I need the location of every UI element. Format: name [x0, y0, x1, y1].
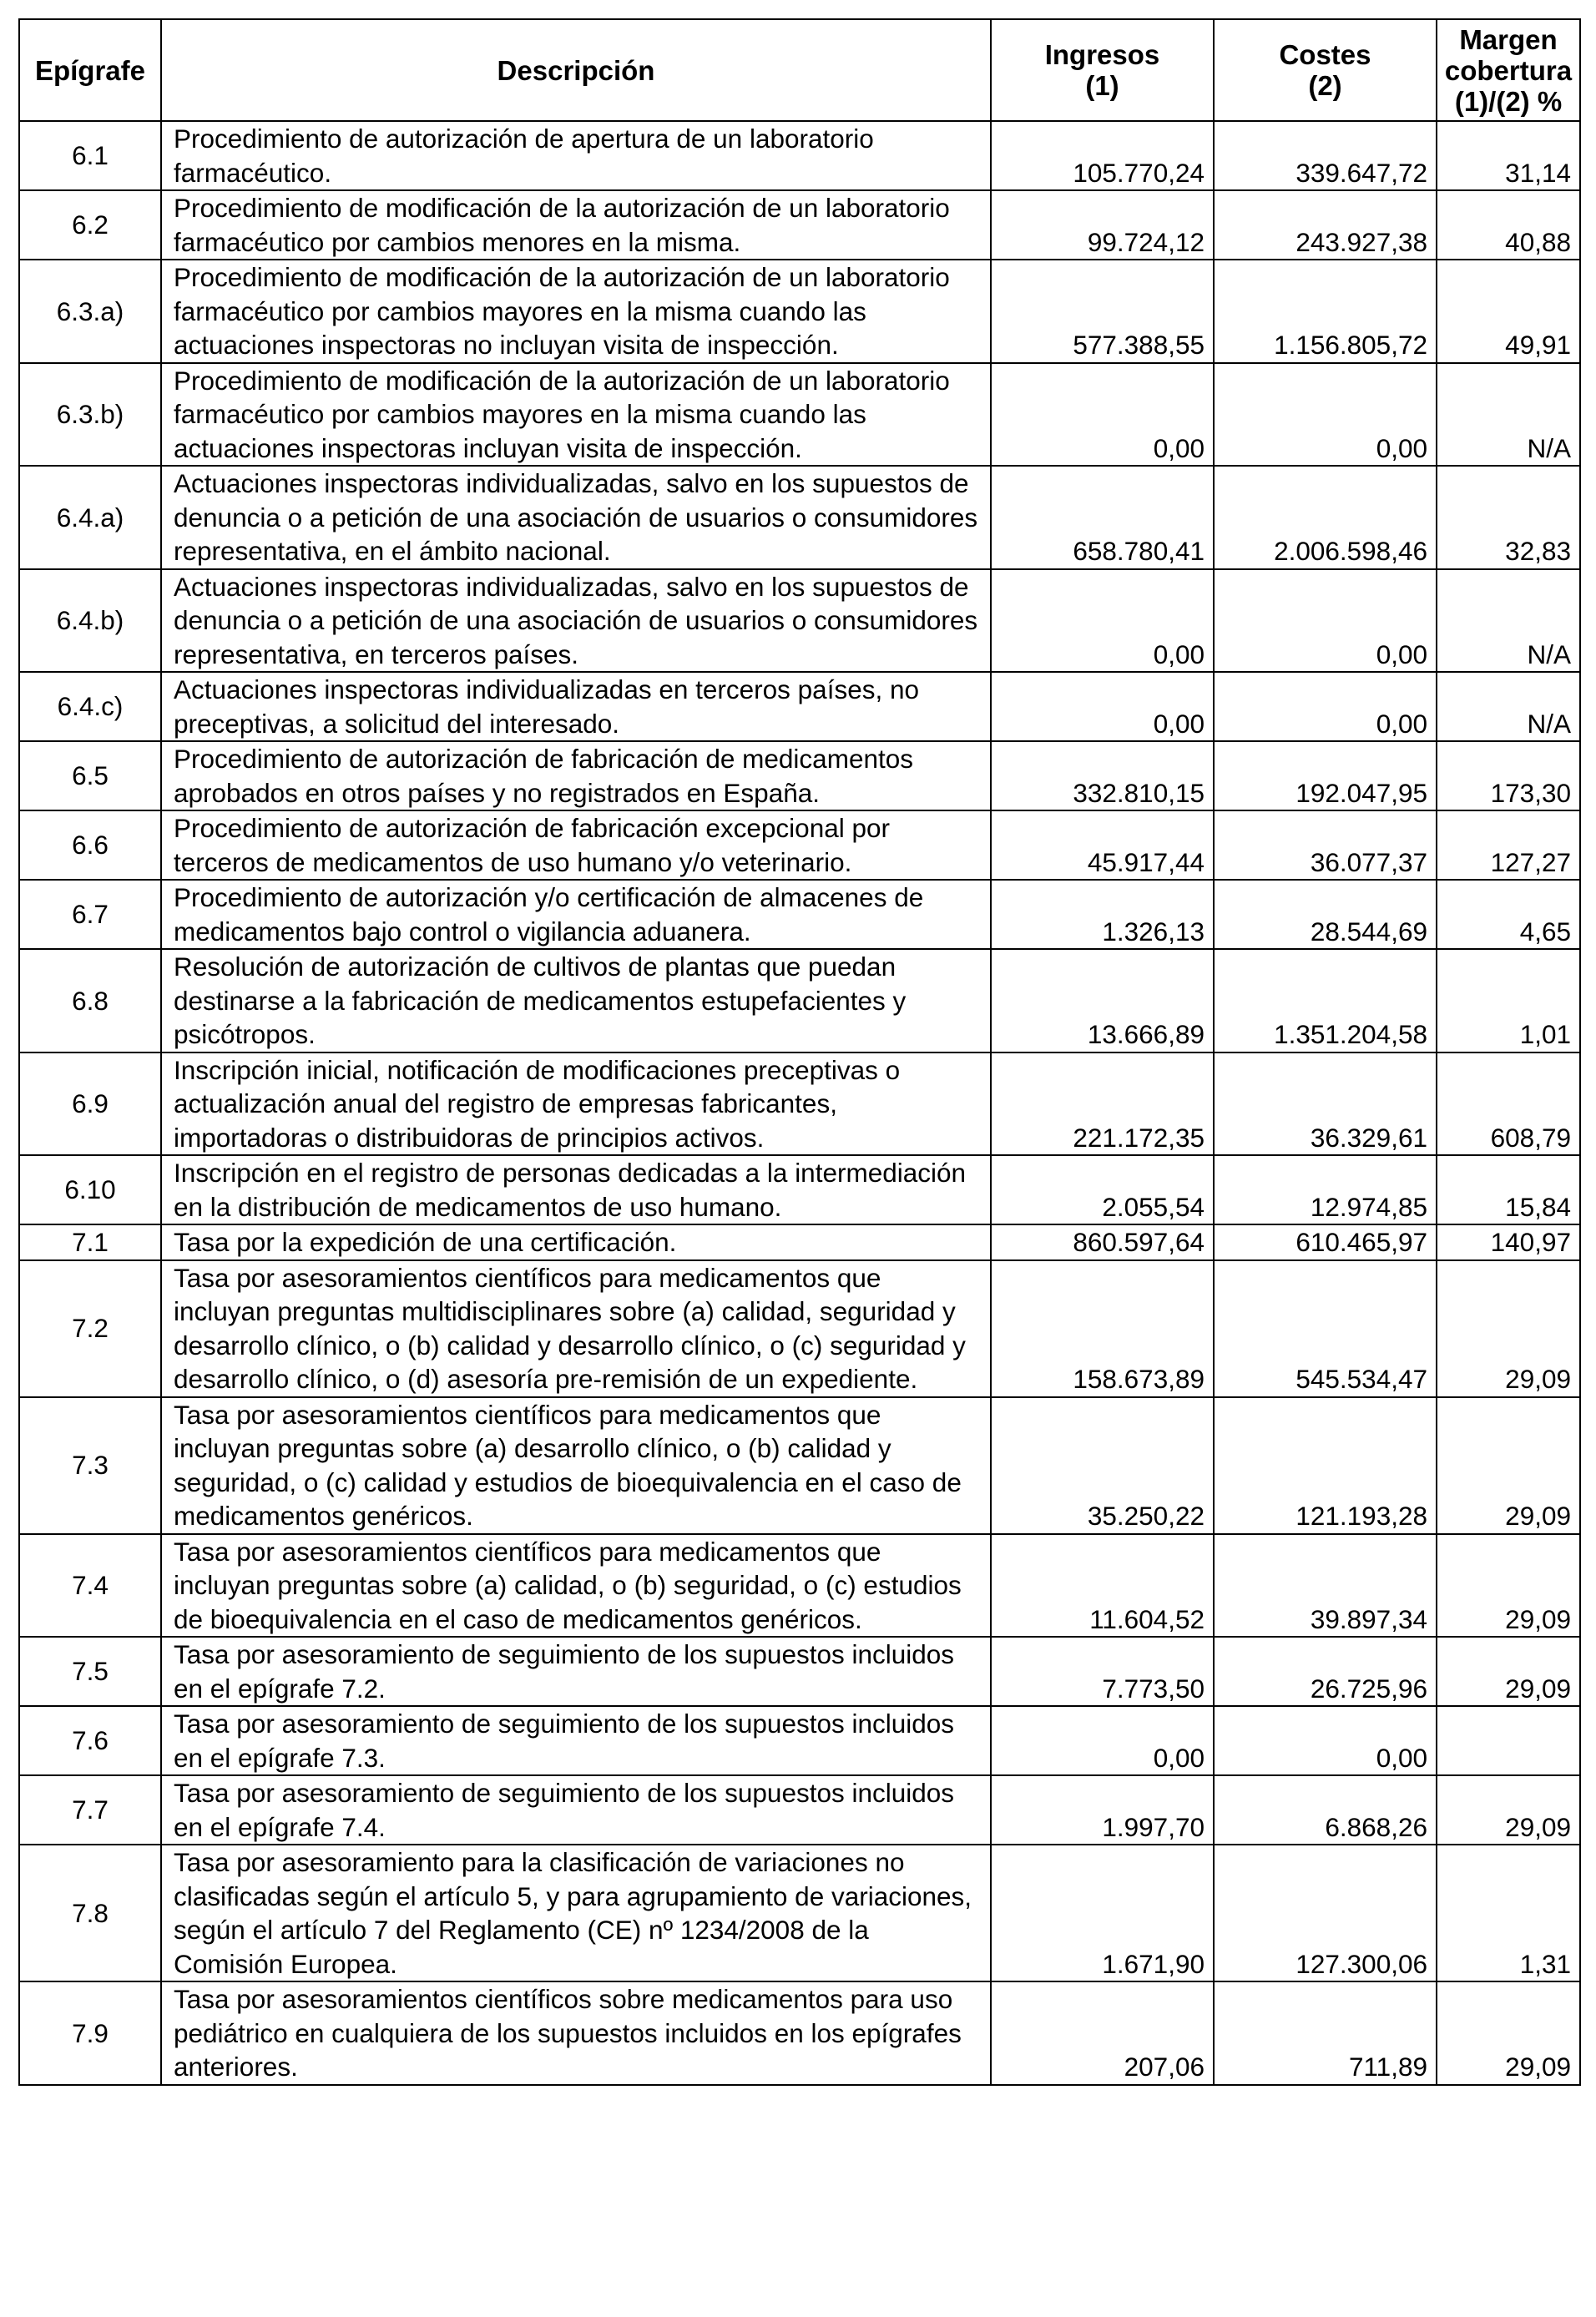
row-margin: [1437, 880, 1580, 949]
table-row: [19, 672, 1580, 741]
row-code-text: 7.9: [72, 2017, 109, 2048]
row-description-text: Tasa por asesoramiento de seguimiento de los supuestos incluidos en el epígrafe 7.2.: [174, 1639, 955, 1704]
row-margin: [1437, 1775, 1580, 1845]
row-income: [991, 672, 1214, 741]
row-code: [19, 1155, 161, 1224]
table-row: [19, 260, 1580, 363]
row-income: [991, 466, 1214, 569]
row-margin-text: 29,09: [1505, 2052, 1571, 2082]
row-margin: [1437, 569, 1580, 673]
row-margin-text: 4,65: [1519, 916, 1571, 946]
row-margin-text: 29,09: [1505, 1501, 1571, 1531]
row-code-text: 6.10: [64, 1174, 116, 1205]
row-margin: [1437, 810, 1580, 880]
row-margin: [1437, 1260, 1580, 1397]
row-code-text: 6.3.b): [56, 399, 124, 429]
row-code-text: 7.8: [72, 1897, 109, 1928]
row-code-text: 7.7: [72, 1795, 109, 1825]
row-code-text: 7.5: [72, 1656, 109, 1687]
row-margin: [1437, 672, 1580, 741]
row-description: [161, 569, 991, 673]
header-costs-index: (2): [1308, 70, 1342, 101]
table-row: [19, 1775, 1580, 1845]
row-code: [19, 672, 161, 741]
row-income-text: 105.770,24: [1073, 157, 1205, 188]
row-costs: [1214, 569, 1437, 673]
row-income: [991, 949, 1214, 1052]
row-description-text: Procedimiento de autorización de fabricación de medicamentos aprobados en otros países y no registrados en España.: [174, 744, 913, 808]
row-costs: [1214, 1155, 1437, 1224]
row-margin-text: 40,88: [1505, 226, 1571, 257]
row-costs-text: 0,00: [1376, 432, 1427, 463]
row-income: [991, 1224, 1214, 1260]
row-costs-text: 192.047,95: [1295, 777, 1427, 808]
row-income-text: 1.671,90: [1102, 1948, 1205, 1979]
table-row: [19, 1637, 1580, 1706]
row-costs-text: 127.300,06: [1295, 1948, 1427, 1979]
row-income-text: 2.055,54: [1102, 1191, 1205, 1222]
row-margin: [1437, 1397, 1580, 1534]
row-income: [991, 1534, 1214, 1638]
row-income-text: 0,00: [1153, 432, 1205, 463]
header-margin-label: Margen: [1459, 23, 1558, 55]
row-description-text: Procedimiento de autorización y/o certificación de almacenes de medicamentos bajo control o vigilancia aduanera.: [174, 882, 924, 946]
row-code: [19, 1260, 161, 1397]
row-margin-text: 173,30: [1490, 777, 1571, 808]
row-description-text: Resolución de autorización de cultivos de plantas que puedan destinarse a la fabricación de medicamentos estupefacientes y psicótropos.: [174, 952, 907, 1049]
row-costs: [1214, 1534, 1437, 1638]
row-costs: [1214, 190, 1437, 260]
table-body: [19, 121, 1580, 2085]
row-description-text: Inscripción inicial, notificación de modificaciones preceptivas o actualización anual del registro de empresas fabricantes, importadoras o distribuidoras de principios activos.: [174, 1054, 901, 1153]
row-description: [161, 810, 991, 880]
row-income-text: 7.773,50: [1102, 1673, 1205, 1704]
row-costs: [1214, 1637, 1437, 1706]
row-income-text: 99.724,12: [1087, 226, 1205, 257]
row-code-text: 6.4.c): [57, 691, 124, 722]
header-description: [161, 19, 991, 121]
row-costs: [1214, 1052, 1437, 1156]
row-income-text: 0,00: [1153, 639, 1205, 669]
row-costs: [1214, 1775, 1437, 1845]
row-description: [161, 1260, 991, 1397]
row-description-text: Tasa por asesoramiento para la clasificación de variaciones no clasificadas según el artículo 5, y para agrupamiento de variaciones, según el artículo 7 del Reglamento (CE) nº 1234/2008 de la Comisión Europea.: [174, 1847, 972, 1979]
row-description: [161, 190, 991, 260]
row-income-text: 860.597,64: [1073, 1227, 1205, 1257]
row-income: [991, 121, 1214, 190]
row-income: [991, 1155, 1214, 1224]
row-costs: [1214, 121, 1437, 190]
table-row: [19, 1397, 1580, 1534]
row-description-text: Actuaciones inspectoras individualizadas en terceros países, no preceptivas, a solicitud del interesado.: [174, 674, 920, 739]
row-code: [19, 949, 161, 1052]
header-costs: [1214, 19, 1437, 121]
row-code-text: 7.6: [72, 1725, 109, 1756]
row-margin: [1437, 1052, 1580, 1156]
row-income-text: 1.997,70: [1102, 1811, 1205, 1842]
row-income: [991, 1981, 1214, 2085]
row-description-text: Tasa por asesoramiento de seguimiento de los supuestos incluidos en el epígrafe 7.3.: [174, 1709, 955, 1773]
header-costs-label: Costes: [1279, 39, 1371, 70]
row-description-text: Tasa por asesoramientos científicos para medicamentos que incluyan preguntas multidisciplinares sobre (a) calidad, seguridad y desarrollo clínico, o (b) calidad y desarrollo clínico, o (c) seguridad y desarrollo clínico, o (d) asesoría pre-remisión de un expediente.: [174, 1262, 966, 1394]
row-code-text: 6.9: [72, 1088, 109, 1118]
row-costs-text: 545.534,47: [1295, 1364, 1427, 1394]
row-code-text: 6.8: [72, 985, 109, 1016]
row-description: [161, 121, 991, 190]
header-code: [19, 19, 161, 121]
row-code-text: 6.2: [72, 209, 109, 240]
table-row: [19, 810, 1580, 880]
row-code-text: 6.7: [72, 899, 109, 930]
row-income: [991, 810, 1214, 880]
table-row: [19, 741, 1580, 810]
row-income: [991, 1775, 1214, 1845]
row-code: [19, 363, 161, 467]
row-description: [161, 672, 991, 741]
row-margin-text: 140,97: [1490, 1227, 1571, 1257]
row-margin: [1437, 1155, 1580, 1224]
row-margin-text: 127,27: [1490, 846, 1571, 877]
header-row: [19, 19, 1580, 121]
row-costs: [1214, 810, 1437, 880]
row-description: [161, 363, 991, 467]
row-margin: [1437, 190, 1580, 260]
row-income-text: 332.810,15: [1073, 777, 1205, 808]
row-margin-text: 29,09: [1505, 1603, 1571, 1634]
row-costs: [1214, 1981, 1437, 2085]
header-margin-formula: (1)/(2) %: [1454, 85, 1563, 117]
row-costs-text: 339.647,72: [1295, 157, 1427, 188]
row-income-text: 35.250,22: [1087, 1501, 1205, 1531]
row-code-text: 6.3.a): [56, 295, 124, 326]
row-margin: [1437, 1637, 1580, 1706]
row-costs: [1214, 363, 1437, 467]
row-costs: [1214, 880, 1437, 949]
row-code: [19, 1397, 161, 1534]
row-costs-text: 1.351.204,58: [1274, 1019, 1427, 1049]
row-code: [19, 1052, 161, 1156]
row-description-text: Tasa por asesoramientos científicos para medicamentos que incluyan preguntas sobre (a) calidad, o (b) seguridad, o (c) estudios de bioequivalencia en el caso de medicamentos genéricos.: [174, 1536, 962, 1634]
header-description-label: Descripción: [497, 54, 655, 86]
row-costs-text: 6.868,26: [1325, 1811, 1427, 1842]
row-income-text: 207,06: [1124, 2052, 1205, 2082]
row-code: [19, 1775, 161, 1845]
row-margin-text: 608,79: [1490, 1122, 1571, 1153]
row-margin-text: N/A: [1527, 708, 1571, 739]
row-description: [161, 1155, 991, 1224]
row-description-text: Procedimiento de modificación de la autorización de un laboratorio farmacéutico por cambios mayores en la misma cuando las actuaciones inspectoras incluyan visita de inspección.: [174, 365, 950, 463]
row-code: [19, 810, 161, 880]
row-costs: [1214, 1224, 1437, 1260]
row-margin: [1437, 1706, 1580, 1775]
row-code-text: 7.3: [72, 1450, 109, 1481]
row-code: [19, 190, 161, 260]
row-description-text: Procedimiento de autorización de apertura de un laboratorio farmacéutico.: [174, 124, 874, 188]
row-description: [161, 1397, 991, 1534]
row-margin: [1437, 260, 1580, 363]
row-code-text: 6.4.a): [56, 502, 124, 533]
row-description-text: Actuaciones inspectoras individualizadas, salvo en los supuestos de denuncia o a petición de una asociación de usuarios o consumidores representativa, en terceros países.: [174, 571, 978, 669]
row-description: [161, 880, 991, 949]
row-income-text: 0,00: [1153, 1742, 1205, 1773]
row-margin-text: N/A: [1527, 639, 1571, 669]
header-margin-label-2: cobertura: [1444, 54, 1573, 86]
row-income-text: 158.673,89: [1073, 1364, 1205, 1394]
row-margin: [1437, 121, 1580, 190]
row-costs-text: 26.725,96: [1310, 1673, 1427, 1704]
row-code-text: 6.6: [72, 830, 109, 861]
header-code-label: Epígrafe: [34, 54, 146, 86]
row-description: [161, 949, 991, 1052]
row-code: [19, 1224, 161, 1260]
row-margin-text: 15,84: [1505, 1191, 1571, 1222]
row-income: [991, 260, 1214, 363]
row-income: [991, 1845, 1214, 1981]
row-income: [991, 741, 1214, 810]
row-costs: [1214, 672, 1437, 741]
header-income-index: (1): [1085, 70, 1119, 101]
row-costs-text: 711,89: [1348, 2052, 1427, 2082]
row-costs-text: 39.897,34: [1310, 1603, 1427, 1634]
row-costs-text: 610.465,97: [1295, 1227, 1427, 1257]
row-costs-text: 0,00: [1376, 639, 1427, 669]
table-row: [19, 466, 1580, 569]
row-income: [991, 1637, 1214, 1706]
row-code: [19, 1637, 161, 1706]
row-description-text: Tasa por asesoramientos científicos para medicamentos que incluyan preguntas sobre (a) desarrollo clínico, o (b) calidad y seguridad, o (c) calidad y estudios de bioequivalencia en el caso de medicamentos genéricos.: [174, 1399, 962, 1531]
row-code-text: 7.4: [72, 1570, 109, 1600]
row-code-text: 6.4.b): [56, 605, 124, 635]
row-code: [19, 1534, 161, 1638]
row-description-text: Tasa por asesoramientos científicos sobre medicamentos para uso pediátrico en cualquiera de los supuestos incluidos en los epígrafes anteriores.: [174, 1984, 962, 2082]
row-description-text: Procedimiento de modificación de la autorización de un laboratorio farmacéutico por cambios menores en la misma.: [174, 193, 950, 257]
row-description: [161, 1775, 991, 1845]
row-margin-text: 29,09: [1505, 1673, 1571, 1704]
row-income: [991, 1052, 1214, 1156]
row-income-text: 577.388,55: [1073, 330, 1205, 360]
row-costs-text: 36.077,37: [1310, 846, 1427, 877]
row-costs-text: 243.927,38: [1295, 226, 1427, 257]
row-costs: [1214, 1397, 1437, 1534]
row-margin: [1437, 466, 1580, 569]
row-margin: [1437, 1981, 1580, 2085]
row-margin: [1437, 741, 1580, 810]
header-income: [991, 19, 1214, 121]
row-description: [161, 466, 991, 569]
row-income-text: 45.917,44: [1087, 846, 1205, 877]
row-code: [19, 1845, 161, 1981]
row-income: [991, 1706, 1214, 1775]
row-costs-text: 28.544,69: [1310, 916, 1427, 946]
row-description-text: Tasa por asesoramiento de seguimiento de los supuestos incluidos en el epígrafe 7.4.: [174, 1778, 955, 1842]
row-margin-text: 49,91: [1505, 330, 1571, 360]
table-row: [19, 1260, 1580, 1397]
row-description: [161, 1845, 991, 1981]
row-description-text: Procedimiento de modificación de la autorización de un laboratorio farmacéutico por cambios mayores en la misma cuando las actuaciones inspectoras no incluyan visita de inspección.: [174, 262, 950, 360]
row-code: [19, 121, 161, 190]
table-row: [19, 1981, 1580, 2085]
row-income-text: 11.604,52: [1089, 1603, 1205, 1634]
row-income: [991, 363, 1214, 467]
row-code-text: 6.5: [72, 760, 109, 791]
table-row: [19, 190, 1580, 260]
row-income-text: 1.326,13: [1102, 916, 1205, 946]
row-costs: [1214, 466, 1437, 569]
row-costs: [1214, 1260, 1437, 1397]
table-row: [19, 1224, 1580, 1260]
row-description: [161, 260, 991, 363]
row-income: [991, 1260, 1214, 1397]
row-costs: [1214, 1706, 1437, 1775]
row-costs-text: 121.193,28: [1295, 1501, 1427, 1531]
row-margin: [1437, 1534, 1580, 1638]
row-margin-text: 31,14: [1505, 157, 1571, 188]
row-description: [161, 1534, 991, 1638]
table-row: [19, 1845, 1580, 1981]
row-margin: [1437, 1224, 1580, 1260]
row-margin-text: 1,31: [1519, 1948, 1571, 1979]
row-margin-text: N/A: [1527, 432, 1571, 463]
row-description-text: Inscripción en el registro de personas dedicadas a la intermediación en la distribución de medicamentos de uso humano.: [174, 1158, 967, 1222]
row-income-text: 13.666,89: [1087, 1019, 1205, 1049]
table-row: [19, 1052, 1580, 1156]
row-code-text: 6.1: [72, 140, 109, 171]
row-costs: [1214, 1845, 1437, 1981]
table-row: [19, 569, 1580, 673]
row-margin-text: 1,01: [1519, 1019, 1571, 1049]
row-costs-text: 12.974,85: [1310, 1191, 1427, 1222]
row-code-text: 7.2: [72, 1313, 109, 1344]
row-code: [19, 741, 161, 810]
table-row: [19, 1155, 1580, 1224]
row-costs-text: 1.156.805,72: [1274, 330, 1427, 360]
header-income-label: Ingresos: [1044, 39, 1160, 70]
row-description-text: Actuaciones inspectoras individualizadas, salvo en los supuestos de denuncia o a petición de una asociación de usuarios o consumidores representativa, en el ámbito nacional.: [174, 468, 978, 566]
row-code: [19, 466, 161, 569]
table-row: [19, 949, 1580, 1052]
row-code-text: 7.1: [72, 1227, 109, 1257]
row-costs-text: 0,00: [1376, 708, 1427, 739]
row-description: [161, 1706, 991, 1775]
row-margin: [1437, 1845, 1580, 1981]
row-code: [19, 1981, 161, 2085]
row-description: [161, 741, 991, 810]
fees-table: [18, 18, 1581, 2086]
row-code: [19, 1706, 161, 1775]
row-margin-text: 29,09: [1505, 1364, 1571, 1394]
row-income-text: 658.780,41: [1073, 536, 1205, 566]
row-costs: [1214, 741, 1437, 810]
row-costs-text: 36.329,61: [1310, 1122, 1427, 1153]
row-income: [991, 880, 1214, 949]
row-income-text: 221.172,35: [1073, 1122, 1205, 1153]
row-code: [19, 569, 161, 673]
row-description: [161, 1224, 991, 1260]
row-income: [991, 1397, 1214, 1534]
header-margin: [1437, 19, 1580, 121]
row-income-text: 0,00: [1153, 708, 1205, 739]
row-income: [991, 190, 1214, 260]
table-row: [19, 121, 1580, 190]
row-costs: [1214, 260, 1437, 363]
row-margin: [1437, 949, 1580, 1052]
row-description-text: Tasa por la expedición de una certificación.: [174, 1227, 677, 1257]
row-margin: [1437, 363, 1580, 467]
table-row: [19, 880, 1580, 949]
row-margin-text: 32,83: [1505, 536, 1571, 566]
table-row: [19, 1534, 1580, 1638]
table-header: [19, 19, 1580, 121]
row-code: [19, 880, 161, 949]
row-description-text: Procedimiento de autorización de fabricación excepcional por terceros de medicamentos de uso humano y/o veterinario.: [174, 813, 891, 877]
table-row: [19, 1706, 1580, 1775]
row-description: [161, 1637, 991, 1706]
row-costs-text: 2.006.598,46: [1274, 536, 1427, 566]
row-costs: [1214, 949, 1437, 1052]
row-margin-text: 29,09: [1505, 1811, 1571, 1842]
row-costs-text: 0,00: [1376, 1742, 1427, 1773]
table-row: [19, 363, 1580, 467]
row-code: [19, 260, 161, 363]
row-income: [991, 569, 1214, 673]
row-description: [161, 1052, 991, 1156]
row-description: [161, 1981, 991, 2085]
